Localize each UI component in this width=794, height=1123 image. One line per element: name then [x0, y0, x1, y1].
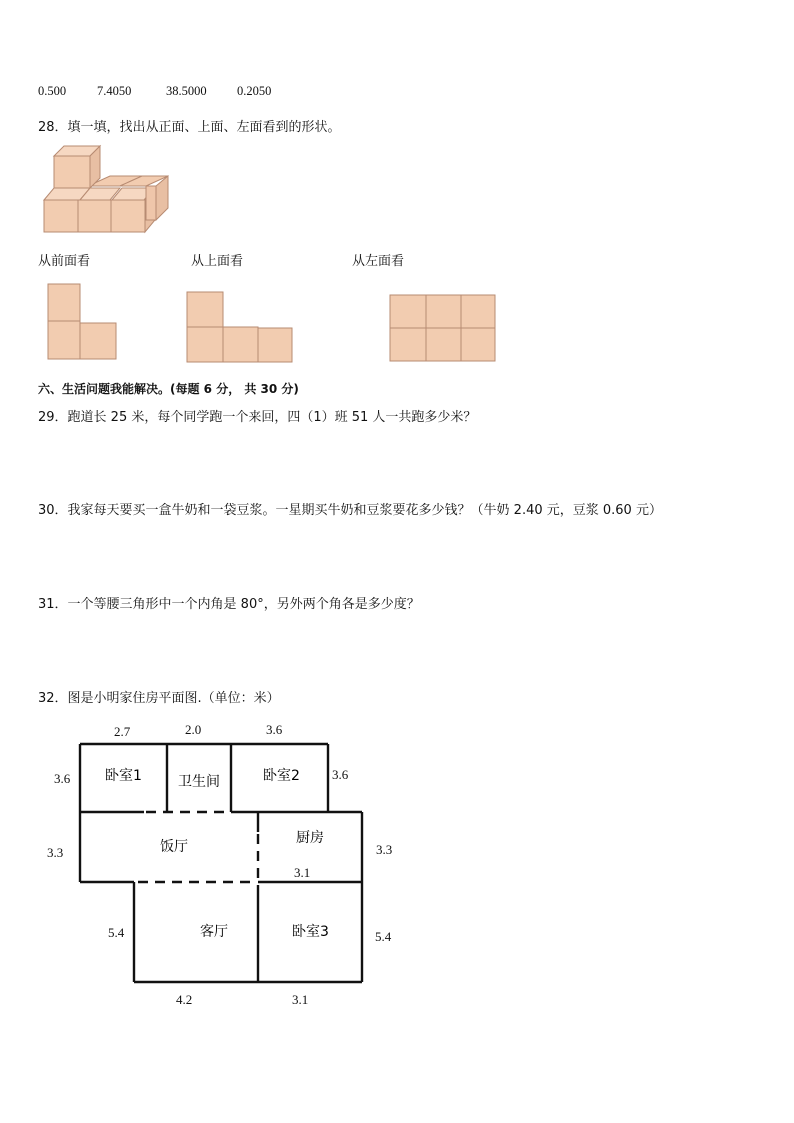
room-bathroom-label: 卫生间 — [178, 774, 220, 790]
dim-label: 3.6 — [54, 771, 71, 786]
room-living-label: 客厅 — [200, 924, 228, 940]
section-heading: 六、生活问题我能解决。(每题 6 分， 共 30 分) — [38, 382, 299, 396]
dim-label: 5.4 — [375, 929, 392, 944]
dim-label: 3.6 — [266, 722, 283, 737]
question-30-text: 30．我家每天要买一盒牛奶和一袋豆浆。一星期买牛奶和豆浆要花多少钱？（牛奶 2.40 元，豆浆 0.60 元） — [38, 503, 662, 518]
dim-label: 5.4 — [108, 925, 125, 940]
decimal-value: 7.4050 — [97, 84, 132, 98]
room-bedroom2-label: 卧室2 — [263, 768, 300, 784]
room-bedroom1-label: 卧室1 — [105, 768, 142, 784]
dim-label: 3.1 — [292, 992, 309, 1007]
room-kitchen-label: 厨房 — [296, 830, 324, 846]
dim-label: 2.7 — [114, 724, 131, 739]
dim-label: 4.2 — [176, 992, 193, 1007]
dim-label: 3.3 — [47, 845, 64, 860]
room-bedroom3-label: 卧室3 — [292, 924, 329, 940]
label-top-view: 从上面看 — [191, 254, 244, 269]
decimal-value: 38.5000 — [166, 84, 207, 98]
dim-label: 3.1 — [294, 865, 311, 880]
question-31-text: 31．一个等腰三角形中一个内角是 80°，另外两个角各是多少度？ — [38, 597, 420, 612]
label-left-view: 从左面看 — [352, 254, 405, 269]
label-front-view: 从前面看 — [38, 254, 91, 269]
question-28-text: 28．填一填，找出从正面、上面、左面看到的形状。 — [38, 120, 341, 135]
question-32-text: 32．图是小明家住房平面图.（单位：米） — [38, 691, 280, 706]
question-29-text: 29．跑道长 25 米，每个同学跑一个来回，四（1）班 51 人一共跑多少米？ — [38, 410, 477, 425]
decimal-value: 0.2050 — [237, 84, 272, 98]
dim-label: 3.3 — [376, 842, 393, 857]
dim-label: 3.6 — [332, 767, 349, 782]
room-dining-label: 饭厅 — [160, 839, 188, 855]
decimal-value: 0.500 — [38, 84, 67, 98]
dim-label: 2.0 — [185, 722, 202, 737]
